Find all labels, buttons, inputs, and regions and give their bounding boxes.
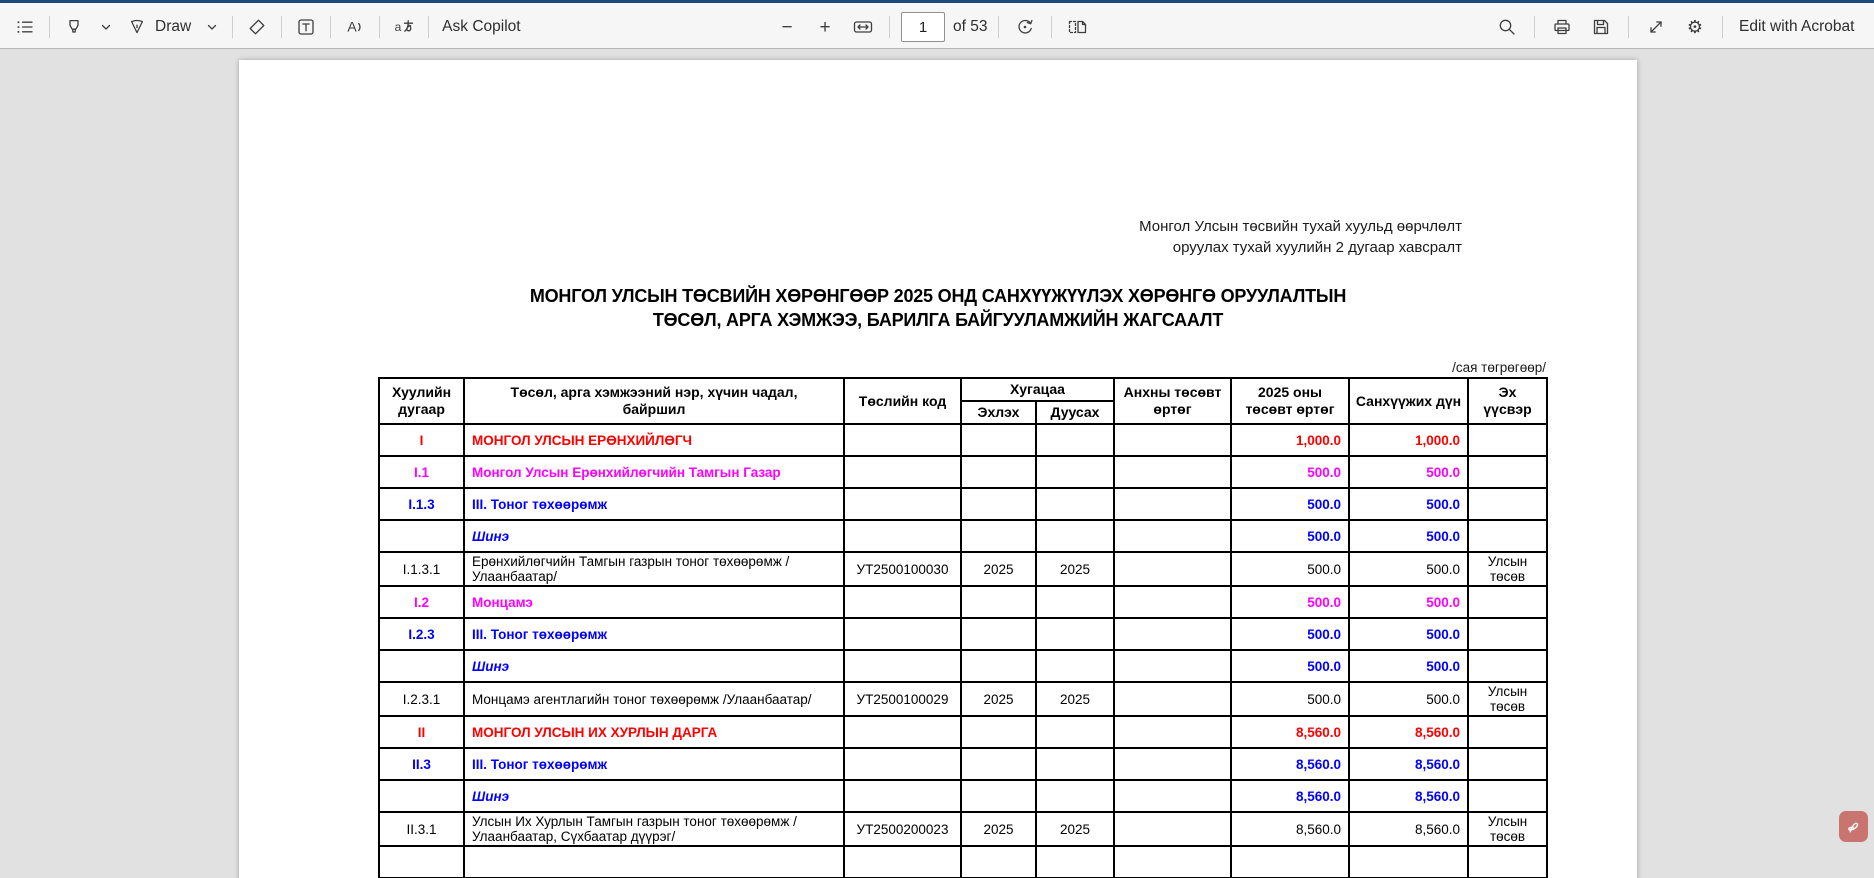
header-code: Төслийн код [844, 378, 961, 424]
cell-financing: 500.0 [1349, 586, 1468, 618]
cell-start-year [961, 846, 1036, 878]
cell-start-year: 2025 [961, 682, 1036, 716]
header-source: Эх үүсвэр [1468, 378, 1547, 424]
toolbar-separator [281, 16, 282, 38]
cell-initial-cost [1114, 682, 1231, 716]
cell-project-code [844, 650, 961, 682]
cell-initial-cost [1114, 650, 1231, 682]
draw-label: Draw [155, 18, 192, 35]
acrobat-extension-button[interactable] [1839, 811, 1868, 842]
cell-2025-cost: 1,000.0 [1231, 424, 1349, 456]
cell-project-name: Монцамэ [464, 586, 844, 618]
cell-source [1468, 618, 1547, 650]
cell-project-code [844, 716, 961, 748]
cell-project-code [844, 488, 961, 520]
cell-2025-cost: 500.0 [1231, 586, 1349, 618]
cell-source [1468, 488, 1547, 520]
table-row [379, 846, 1547, 878]
cell-project-code [844, 846, 961, 878]
pdf-page [239, 60, 1637, 878]
header-law-number: Хуулийн дугаар [379, 378, 464, 424]
acrobat-icon [1845, 818, 1863, 836]
cell-law-number: I [379, 424, 464, 456]
page-view-icon [1067, 17, 1089, 37]
cell-initial-cost [1114, 812, 1231, 846]
draw-button[interactable] [123, 10, 195, 44]
table-row [379, 650, 1547, 682]
draw-pen-icon [127, 17, 147, 37]
cell-2025-cost [1231, 846, 1349, 878]
toolbar-separator [379, 16, 380, 38]
header-financing: Санхүүжих дүн [1349, 378, 1468, 424]
cell-initial-cost [1114, 846, 1231, 878]
svg-text:A: A [347, 18, 357, 35]
save-button[interactable] [1586, 10, 1616, 44]
page-view-button[interactable] [1063, 10, 1093, 44]
cell-financing: 500.0 [1349, 552, 1468, 586]
table-of-contents-button[interactable] [10, 10, 40, 44]
cell-2025-cost: 500.0 [1231, 456, 1349, 488]
ask-copilot-button[interactable] [438, 10, 524, 44]
table-row [379, 552, 1547, 586]
table-row [379, 456, 1547, 488]
table-row [379, 716, 1547, 748]
cell-law-number: I.1.3 [379, 488, 464, 520]
print-button[interactable] [1547, 10, 1577, 44]
cell-law-number: I.2.3.1 [379, 682, 464, 716]
cell-start-year [961, 780, 1036, 812]
cell-initial-cost [1114, 780, 1231, 812]
cell-financing [1349, 846, 1468, 878]
cell-start-year [961, 488, 1036, 520]
cell-source [1468, 586, 1547, 618]
cell-source [1468, 780, 1547, 812]
cell-initial-cost [1114, 586, 1231, 618]
toolbar-separator [1051, 16, 1052, 38]
document-title [239, 284, 1637, 332]
cell-end-year: 2025 [1036, 812, 1114, 846]
edit-with-acrobat-button[interactable] [1735, 10, 1858, 44]
cell-end-year [1036, 488, 1114, 520]
chevron-down-icon [100, 21, 112, 33]
zoom-in-icon: + [819, 16, 831, 38]
cell-project-name: Шинэ [464, 520, 844, 552]
table-row [379, 682, 1547, 716]
cell-source: Улсын төсөв [1468, 812, 1547, 846]
cell-end-year [1036, 456, 1114, 488]
corner-note-line2: оруулах тухай хуулийн 2 дугаар хавсралт [1172, 239, 1462, 256]
gear-icon: ⚙ [1686, 17, 1704, 37]
table-row [379, 748, 1547, 780]
toolbar-separator [49, 16, 50, 38]
fit-to-width-button[interactable] [848, 10, 878, 44]
cell-law-number [379, 520, 464, 552]
cell-financing: 500.0 [1349, 520, 1468, 552]
cell-initial-cost [1114, 456, 1231, 488]
header-2025-cost: 2025 оны төсөвт өртөг [1231, 378, 1349, 424]
cell-project-name: Улсын Их Хурлын Тамгын газрын тоног төхөөрөмж /Улаанбаатар, Сүхбаатар дүүрэг/ [464, 812, 844, 846]
cell-law-number: I.2.3 [379, 618, 464, 650]
cell-source [1468, 846, 1547, 878]
cell-2025-cost: 500.0 [1231, 682, 1349, 716]
toolbar-separator [889, 16, 890, 38]
cell-start-year [961, 456, 1036, 488]
document-title-line2: ТӨСӨЛ, АРГА ХЭМЖЭЭ, БАРИЛГА БАЙГУУЛАМЖИЙН ЖАГСААЛТ [652, 310, 1224, 330]
cell-end-year [1036, 780, 1114, 812]
cell-2025-cost: 500.0 [1231, 488, 1349, 520]
cell-start-year: 2025 [961, 812, 1036, 846]
rotate-icon [1015, 17, 1035, 37]
cell-end-year: 2025 [1036, 682, 1114, 716]
cell-project-name: III. Тоног төхөөрөмж [464, 488, 844, 520]
draw-options-button[interactable] [201, 10, 223, 44]
highlighter-icon [64, 17, 84, 37]
table-row [379, 424, 1547, 456]
cell-end-year [1036, 846, 1114, 878]
search-button[interactable] [1492, 10, 1522, 44]
cell-start-year [961, 520, 1036, 552]
cell-end-year [1036, 520, 1114, 552]
eraser-icon [247, 17, 267, 37]
cell-start-year [961, 748, 1036, 780]
cell-project-code [844, 520, 961, 552]
document-title-line1: МОНГОЛ УЛСЫН ТӨСВИЙН ХӨРӨНГӨӨР 2025 ОНД САНХҮҮЖҮҮЛЭХ ХӨРӨНГӨ ОРУУЛАЛТЫН [529, 286, 1347, 306]
table-row [379, 780, 1547, 812]
cell-financing: 500.0 [1349, 488, 1468, 520]
cell-financing: 500.0 [1349, 682, 1468, 716]
cell-source [1468, 424, 1547, 456]
cell-law-number: II.3.1 [379, 812, 464, 846]
table-of-contents-icon [15, 17, 35, 37]
cell-source: Улсын төсөв [1468, 552, 1547, 586]
cell-2025-cost: 8,560.0 [1231, 716, 1349, 748]
cell-project-name: Монгол Улсын Ерөнхийлөгчийн Тамгын Газар [464, 456, 844, 488]
fullscreen-button[interactable] [1641, 10, 1671, 44]
cell-project-name: III. Тоног төхөөрөмж [464, 618, 844, 650]
save-icon [1591, 17, 1611, 37]
cell-project-name: Шинэ [464, 650, 844, 682]
add-text-button[interactable] [291, 10, 321, 44]
toolbar-separator [1534, 16, 1535, 38]
cell-law-number: I.1.3.1 [379, 552, 464, 586]
cell-2025-cost: 500.0 [1231, 618, 1349, 650]
cell-initial-cost [1114, 488, 1231, 520]
svg-text:a: a [394, 20, 402, 34]
cell-law-number: I.1 [379, 456, 464, 488]
cell-start-year [961, 716, 1036, 748]
unit-note: /сая төгрөгөөр/ [1452, 360, 1546, 375]
toolbar-separator [1722, 16, 1723, 38]
cell-project-code [844, 586, 961, 618]
table-body [379, 424, 1547, 878]
cell-start-year [961, 650, 1036, 682]
read-aloud-button[interactable] [340, 10, 370, 44]
highlight-options-button[interactable] [95, 10, 117, 44]
cell-financing: 8,560.0 [1349, 716, 1468, 748]
cell-initial-cost [1114, 520, 1231, 552]
cell-source [1468, 748, 1547, 780]
zoom-out-icon: − [781, 16, 793, 38]
cell-source [1468, 456, 1547, 488]
read-aloud-icon [345, 17, 365, 37]
pdf-toolbar [0, 0, 1874, 49]
cell-project-name [464, 846, 844, 878]
toolbar-left-group [10, 6, 525, 48]
cell-2025-cost: 8,560.0 [1231, 748, 1349, 780]
table-header [379, 378, 1547, 424]
cell-law-number: II.3 [379, 748, 464, 780]
corner-note-line1: Монгол Улсын төсвийн тухай хуульд өөрчлөлт [1139, 218, 1462, 235]
toolbar-center-group [772, 6, 1093, 48]
cell-source [1468, 716, 1547, 748]
page-number-input[interactable] [901, 12, 945, 42]
zoom-in-button[interactable] [810, 10, 840, 44]
translate-button[interactable] [389, 10, 419, 44]
cell-financing: 8,560.0 [1349, 780, 1468, 812]
cell-law-number [379, 650, 464, 682]
cell-law-number: II [379, 716, 464, 748]
cell-end-year [1036, 424, 1114, 456]
cell-project-name: Монцамэ агентлагийн тоног төхөөрөмж /Улаанбаатар/ [464, 682, 844, 716]
settings-button[interactable] [1680, 10, 1710, 44]
cell-start-year [961, 618, 1036, 650]
toolbar-separator [998, 16, 999, 38]
cell-source: Улсын төсөв [1468, 682, 1547, 716]
cell-end-year [1036, 618, 1114, 650]
cell-financing: 8,560.0 [1349, 812, 1468, 846]
cell-start-year [961, 424, 1036, 456]
page-count-label: of 53 [953, 18, 988, 35]
cell-end-year [1036, 716, 1114, 748]
cell-2025-cost: 500.0 [1231, 650, 1349, 682]
table-row [379, 586, 1547, 618]
cell-project-name: III. Тоног төхөөрөмж [464, 748, 844, 780]
header-start: Эхлэх [961, 401, 1036, 424]
cell-financing: 500.0 [1349, 650, 1468, 682]
cell-project-code [844, 618, 961, 650]
cell-project-name: МОНГОЛ УЛСЫН ЕРӨНХИЙЛӨГЧ [464, 424, 844, 456]
corner-note [1139, 216, 1462, 258]
fit-to-width-icon [852, 17, 874, 37]
cell-project-code [844, 456, 961, 488]
cell-end-year [1036, 586, 1114, 618]
cell-2025-cost: 8,560.0 [1231, 780, 1349, 812]
cell-2025-cost: 500.0 [1231, 552, 1349, 586]
cell-law-number [379, 846, 464, 878]
cell-end-year [1036, 650, 1114, 682]
cell-initial-cost [1114, 748, 1231, 780]
ask-copilot-label: Ask Copilot [442, 18, 521, 35]
header-duration: Хугацаа [961, 378, 1114, 401]
toolbar-separator [330, 16, 331, 38]
cell-financing: 8,560.0 [1349, 748, 1468, 780]
header-end: Дуусах [1036, 401, 1114, 424]
cell-start-year: 2025 [961, 552, 1036, 586]
toolbar-right-group [1492, 6, 1858, 48]
cell-2025-cost: 500.0 [1231, 520, 1349, 552]
cell-initial-cost [1114, 716, 1231, 748]
cell-initial-cost [1114, 424, 1231, 456]
toolbar-separator [1628, 16, 1629, 38]
cell-start-year [961, 586, 1036, 618]
cell-2025-cost: 8,560.0 [1231, 812, 1349, 846]
budget-table [378, 377, 1548, 878]
cell-financing: 1,000.0 [1349, 424, 1468, 456]
header-project: Төсөл, арга хэмжээний нэр, хүчин чадал, байршил [464, 378, 844, 424]
table-row [379, 488, 1547, 520]
cell-project-name: МОНГОЛ УЛСЫН ИХ ХУРЛЫН ДАРГА [464, 716, 844, 748]
edit-with-acrobat-label: Edit with Acrobat [1739, 18, 1855, 35]
cell-project-code [844, 748, 961, 780]
cell-source [1468, 650, 1547, 682]
fullscreen-icon [1646, 17, 1666, 37]
toolbar-separator [232, 16, 233, 38]
cell-project-name: Шинэ [464, 780, 844, 812]
table-row [379, 520, 1547, 552]
cell-initial-cost [1114, 552, 1231, 586]
toolbar-separator [428, 16, 429, 38]
table-row [379, 812, 1547, 846]
search-icon [1497, 17, 1517, 37]
print-icon [1552, 17, 1572, 37]
cell-financing: 500.0 [1349, 456, 1468, 488]
cell-project-code [844, 780, 961, 812]
cell-law-number [379, 780, 464, 812]
cell-project-code: УТ2500100030 [844, 552, 961, 586]
cell-end-year [1036, 748, 1114, 780]
cell-project-name: Ерөнхийлөгчийн Тамгын газрын тоног төхөөрөмж /Улаанбаатар/ [464, 552, 844, 586]
chevron-down-icon [206, 21, 218, 33]
cell-project-code [844, 424, 961, 456]
zoom-out-button[interactable] [772, 10, 802, 44]
cell-project-code: УТ2500100029 [844, 682, 961, 716]
highlight-button[interactable] [59, 10, 89, 44]
translate-icon [393, 17, 415, 37]
cell-law-number: I.2 [379, 586, 464, 618]
cell-source [1468, 520, 1547, 552]
cell-end-year: 2025 [1036, 552, 1114, 586]
rotate-button[interactable] [1010, 10, 1040, 44]
header-initial-cost: Анхны төсөвт өртөг [1114, 378, 1231, 424]
table-row [379, 618, 1547, 650]
cell-financing: 500.0 [1349, 618, 1468, 650]
add-text-icon [296, 17, 316, 37]
cell-project-code: УТ2500200023 [844, 812, 961, 846]
cell-initial-cost [1114, 618, 1231, 650]
erase-button[interactable] [242, 10, 272, 44]
